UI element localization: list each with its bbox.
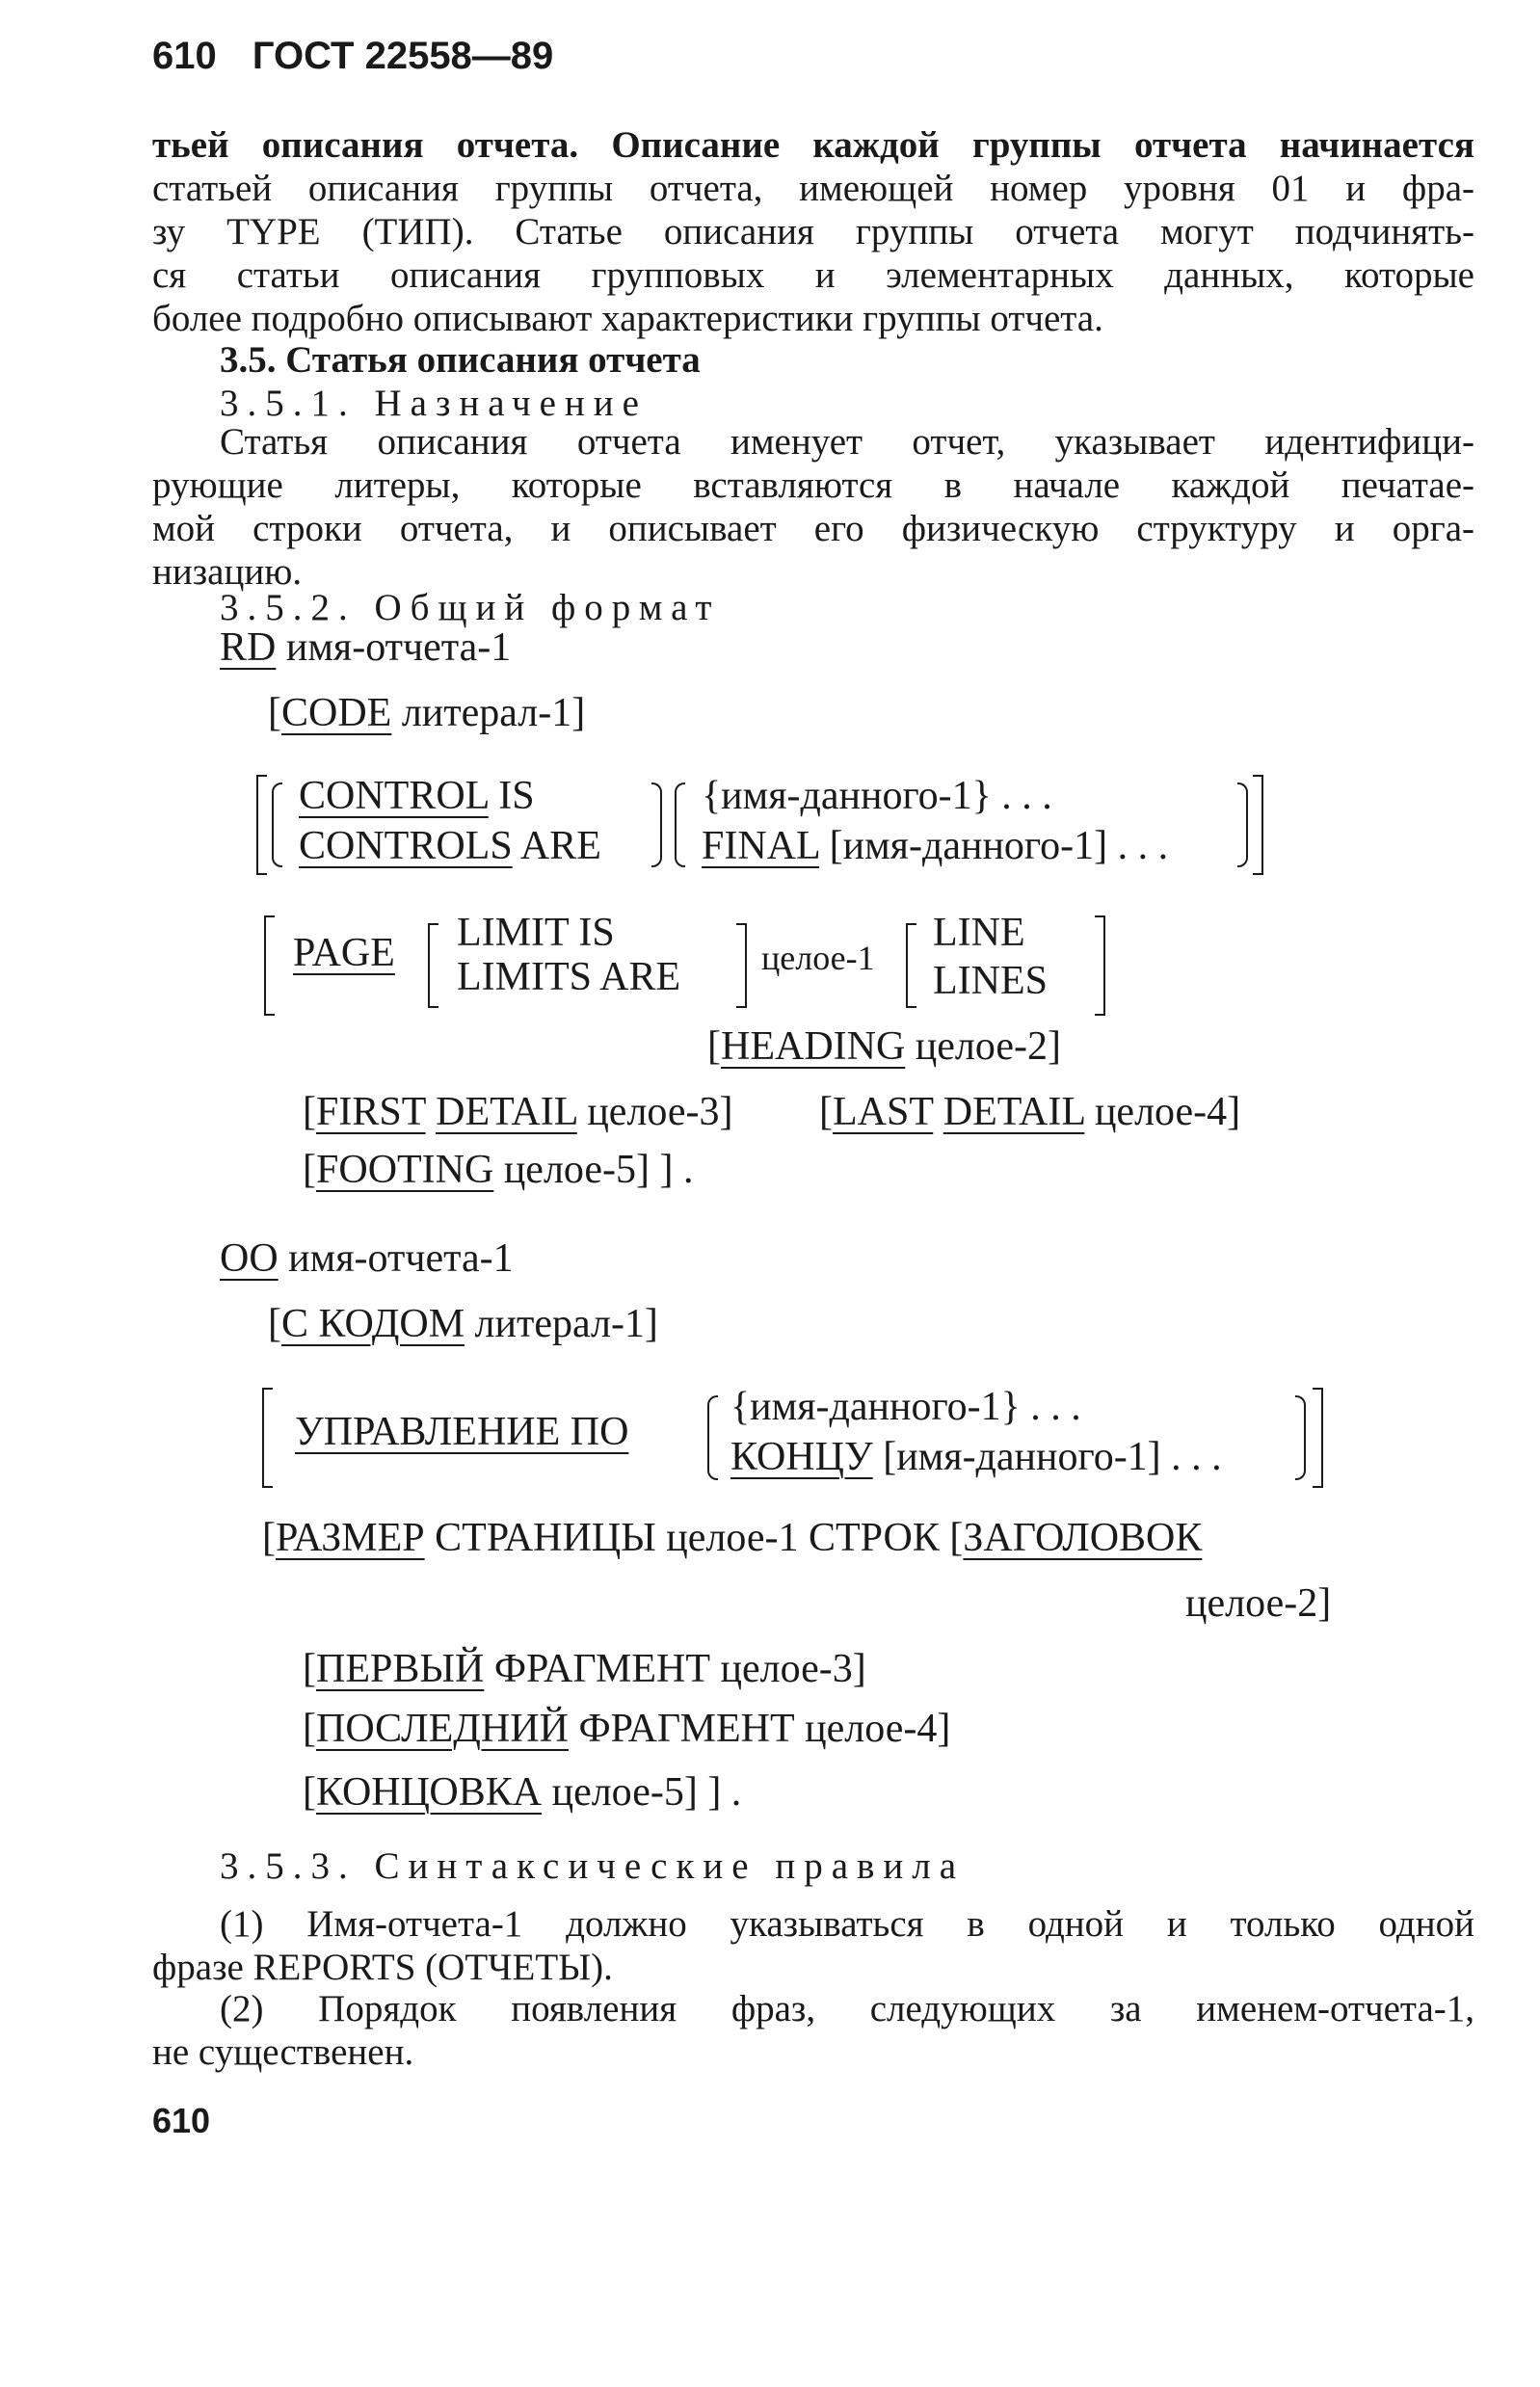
rd-operand: имя-отчета-1	[276, 625, 512, 670]
integer-2: целое-2]	[1185, 1581, 1332, 1626]
bracket: [	[707, 1024, 721, 1069]
last-detail-clause	[819, 1089, 1240, 1135]
heading-clause	[707, 1023, 1061, 1070]
lines-word: LINES	[933, 959, 1048, 1003]
s351-line: рующие литеры, которые вставляются в начале каждой печатае-	[152, 464, 1474, 506]
konc-operand: целое-5] ] .	[542, 1770, 742, 1815]
intro-line: тьей описания отчета. Описание каждой группы отчета начинается	[152, 124, 1474, 166]
intro-paragraph	[152, 123, 1474, 340]
oo-line	[220, 1235, 514, 1282]
brace-left	[272, 782, 282, 867]
intro-line: зу TYPE (ТИП). Статье описания группы отчета могут подчинять-	[152, 211, 1474, 252]
rule-2	[152, 1987, 1474, 2074]
posl-clause	[303, 1706, 950, 1752]
bracket-left	[264, 915, 275, 1016]
bracket: [	[303, 1647, 316, 1691]
brace-right	[651, 782, 662, 867]
bracket-left	[906, 923, 916, 1008]
line-word: LINE	[933, 911, 1025, 955]
bracket-right	[736, 923, 747, 1008]
footing-keyword: FOOTING	[316, 1148, 494, 1192]
bracket-right	[1253, 775, 1263, 875]
bracket: [	[303, 1707, 316, 1751]
upr-line	[295, 1409, 628, 1455]
first-detail-operand: целое-3]	[576, 1090, 733, 1134]
page-keyword-line	[293, 930, 395, 976]
bracket-right	[1313, 1388, 1323, 1488]
s351-line: мой строки отчета, и описывает его физическую структуру и орга-	[152, 508, 1474, 549]
footer-page-number: 610	[152, 2101, 211, 2140]
control-is-line	[299, 773, 535, 819]
kod-keyword: С КОДОМ	[281, 1302, 465, 1346]
integer-1: целое-1	[761, 939, 875, 977]
posl-keyword: ПОСЛЕДНИЙ	[316, 1707, 569, 1751]
are-word: ARE	[512, 824, 601, 868]
perv-clause	[303, 1646, 866, 1692]
code-clause	[268, 690, 585, 736]
s351-paragraph	[152, 420, 1474, 594]
header-title: ГОСТ 22558—89	[252, 35, 554, 77]
rule-line: (2) Порядок появления фраз, следующих за именем-отчета-1,	[220, 1988, 1474, 2029]
zagolovok-keyword: ЗАГОЛОВОК	[963, 1516, 1203, 1560]
bracket-right	[1095, 915, 1105, 1016]
bracket-left	[256, 775, 267, 875]
bracket: [	[819, 1090, 833, 1134]
control-option-1: {имя-данного-1} . . .	[702, 774, 1052, 818]
rd-line	[220, 624, 511, 671]
perv-operand: ФРАГМЕНТ целое-3]	[484, 1647, 866, 1691]
bracket: [	[303, 1090, 316, 1134]
heading-keyword: HEADING	[721, 1024, 906, 1069]
header-page-number: 610	[152, 35, 217, 77]
rule-1	[152, 1902, 1474, 1989]
bracket-left	[428, 923, 438, 1008]
subsection-heading-3-5-3: 3.5.3. Синтаксические правила	[220, 1845, 966, 1887]
razmer-clause	[262, 1515, 1202, 1561]
footing-operand: целое-5] ] .	[493, 1148, 694, 1192]
last-keyword: LAST	[833, 1090, 934, 1134]
razmer-operand: СТРАНИЦЫ целое-1 СТРОК [	[424, 1516, 964, 1560]
rule-line: фразе REPORTS (ОТЧЕТЫ).	[152, 1947, 613, 1988]
bracket: [	[303, 1148, 316, 1192]
subsection-heading-3-5-1: 3.5.1. Назначение	[220, 383, 648, 424]
bracket: [	[268, 1302, 281, 1346]
detail-keyword: DETAIL	[943, 1090, 1085, 1134]
koncu-operand: [имя-данного-1] . . .	[872, 1435, 1222, 1479]
s351-line: Статья описания отчета именует отчет, указывает идентифици-	[220, 421, 1474, 463]
posl-operand: ФРАГМЕНТ целое-4]	[568, 1707, 951, 1751]
final-keyword: FINAL	[702, 824, 820, 868]
oo-keyword: ОО	[220, 1236, 279, 1281]
control-option-final	[702, 823, 1168, 869]
rule-line: (1) Имя-отчета-1 должно указываться в одной и только одной	[220, 1903, 1474, 1945]
page-keyword: PAGE	[293, 931, 395, 975]
control-keyword: CONTROL	[299, 774, 489, 818]
limit-is: LIMIT IS	[457, 911, 615, 955]
limits-are: LIMITS ARE	[457, 955, 681, 999]
bracket: [	[262, 1516, 276, 1560]
footing-clause	[303, 1147, 694, 1193]
bracket: [	[268, 691, 281, 735]
razmer-keyword: РАЗМЕР	[276, 1516, 425, 1560]
kod-clause	[268, 1301, 658, 1347]
controls-are-line	[299, 823, 601, 869]
subsection-heading-3-5-2: 3.5.2. Общий формат	[220, 587, 721, 628]
konc-keyword: КОНЦОВКА	[316, 1770, 543, 1815]
controls-keyword: CONTROLS	[299, 824, 513, 868]
code-operand: литерал-1]	[391, 691, 586, 735]
brace-left	[707, 1395, 718, 1480]
intro-line: ся статьи описания групповых и элементарных данных, которые	[152, 254, 1474, 296]
brace-left	[675, 782, 685, 867]
section-heading-3-5: 3.5. Статья описания отчета	[220, 339, 701, 381]
intro-line: статьей описания группы отчета, имеющей номер уровня 01 и фра-	[152, 168, 1474, 209]
first-keyword: FIRST	[316, 1090, 426, 1134]
rule-line: не существенен.	[152, 2031, 414, 2073]
s351-line: низацию.	[152, 551, 303, 593]
running-header	[152, 35, 553, 78]
oo-operand: имя-отчета-1	[278, 1236, 514, 1281]
rd-keyword: RD	[220, 625, 277, 670]
is-word: IS	[488, 774, 535, 818]
bracket: [	[303, 1770, 316, 1815]
first-detail-clause	[303, 1089, 733, 1135]
last-detail-operand: целое-4]	[1084, 1090, 1241, 1134]
brace-right	[1237, 782, 1248, 867]
heading-operand: целое-2]	[905, 1024, 1062, 1069]
upr-keyword: УПРАВЛЕНИЕ ПО	[295, 1410, 629, 1454]
code-keyword: CODE	[281, 691, 392, 735]
koncu-keyword: КОНЦУ	[730, 1435, 873, 1479]
upr-option-koncu	[730, 1434, 1222, 1480]
konc-clause	[303, 1769, 741, 1816]
bracket-left	[262, 1388, 273, 1488]
final-operand: [имя-данного-1] . . .	[819, 824, 1169, 868]
intro-line: более подробно описывают характеристики группы отчета.	[152, 298, 1103, 339]
perv-keyword: ПЕРВЫЙ	[316, 1647, 485, 1691]
detail-keyword: DETAIL	[436, 1090, 577, 1134]
brace-right	[1295, 1395, 1306, 1480]
upr-option-1: {имя-данного-1} . . .	[730, 1385, 1081, 1429]
kod-operand: литерал-1]	[465, 1302, 658, 1346]
